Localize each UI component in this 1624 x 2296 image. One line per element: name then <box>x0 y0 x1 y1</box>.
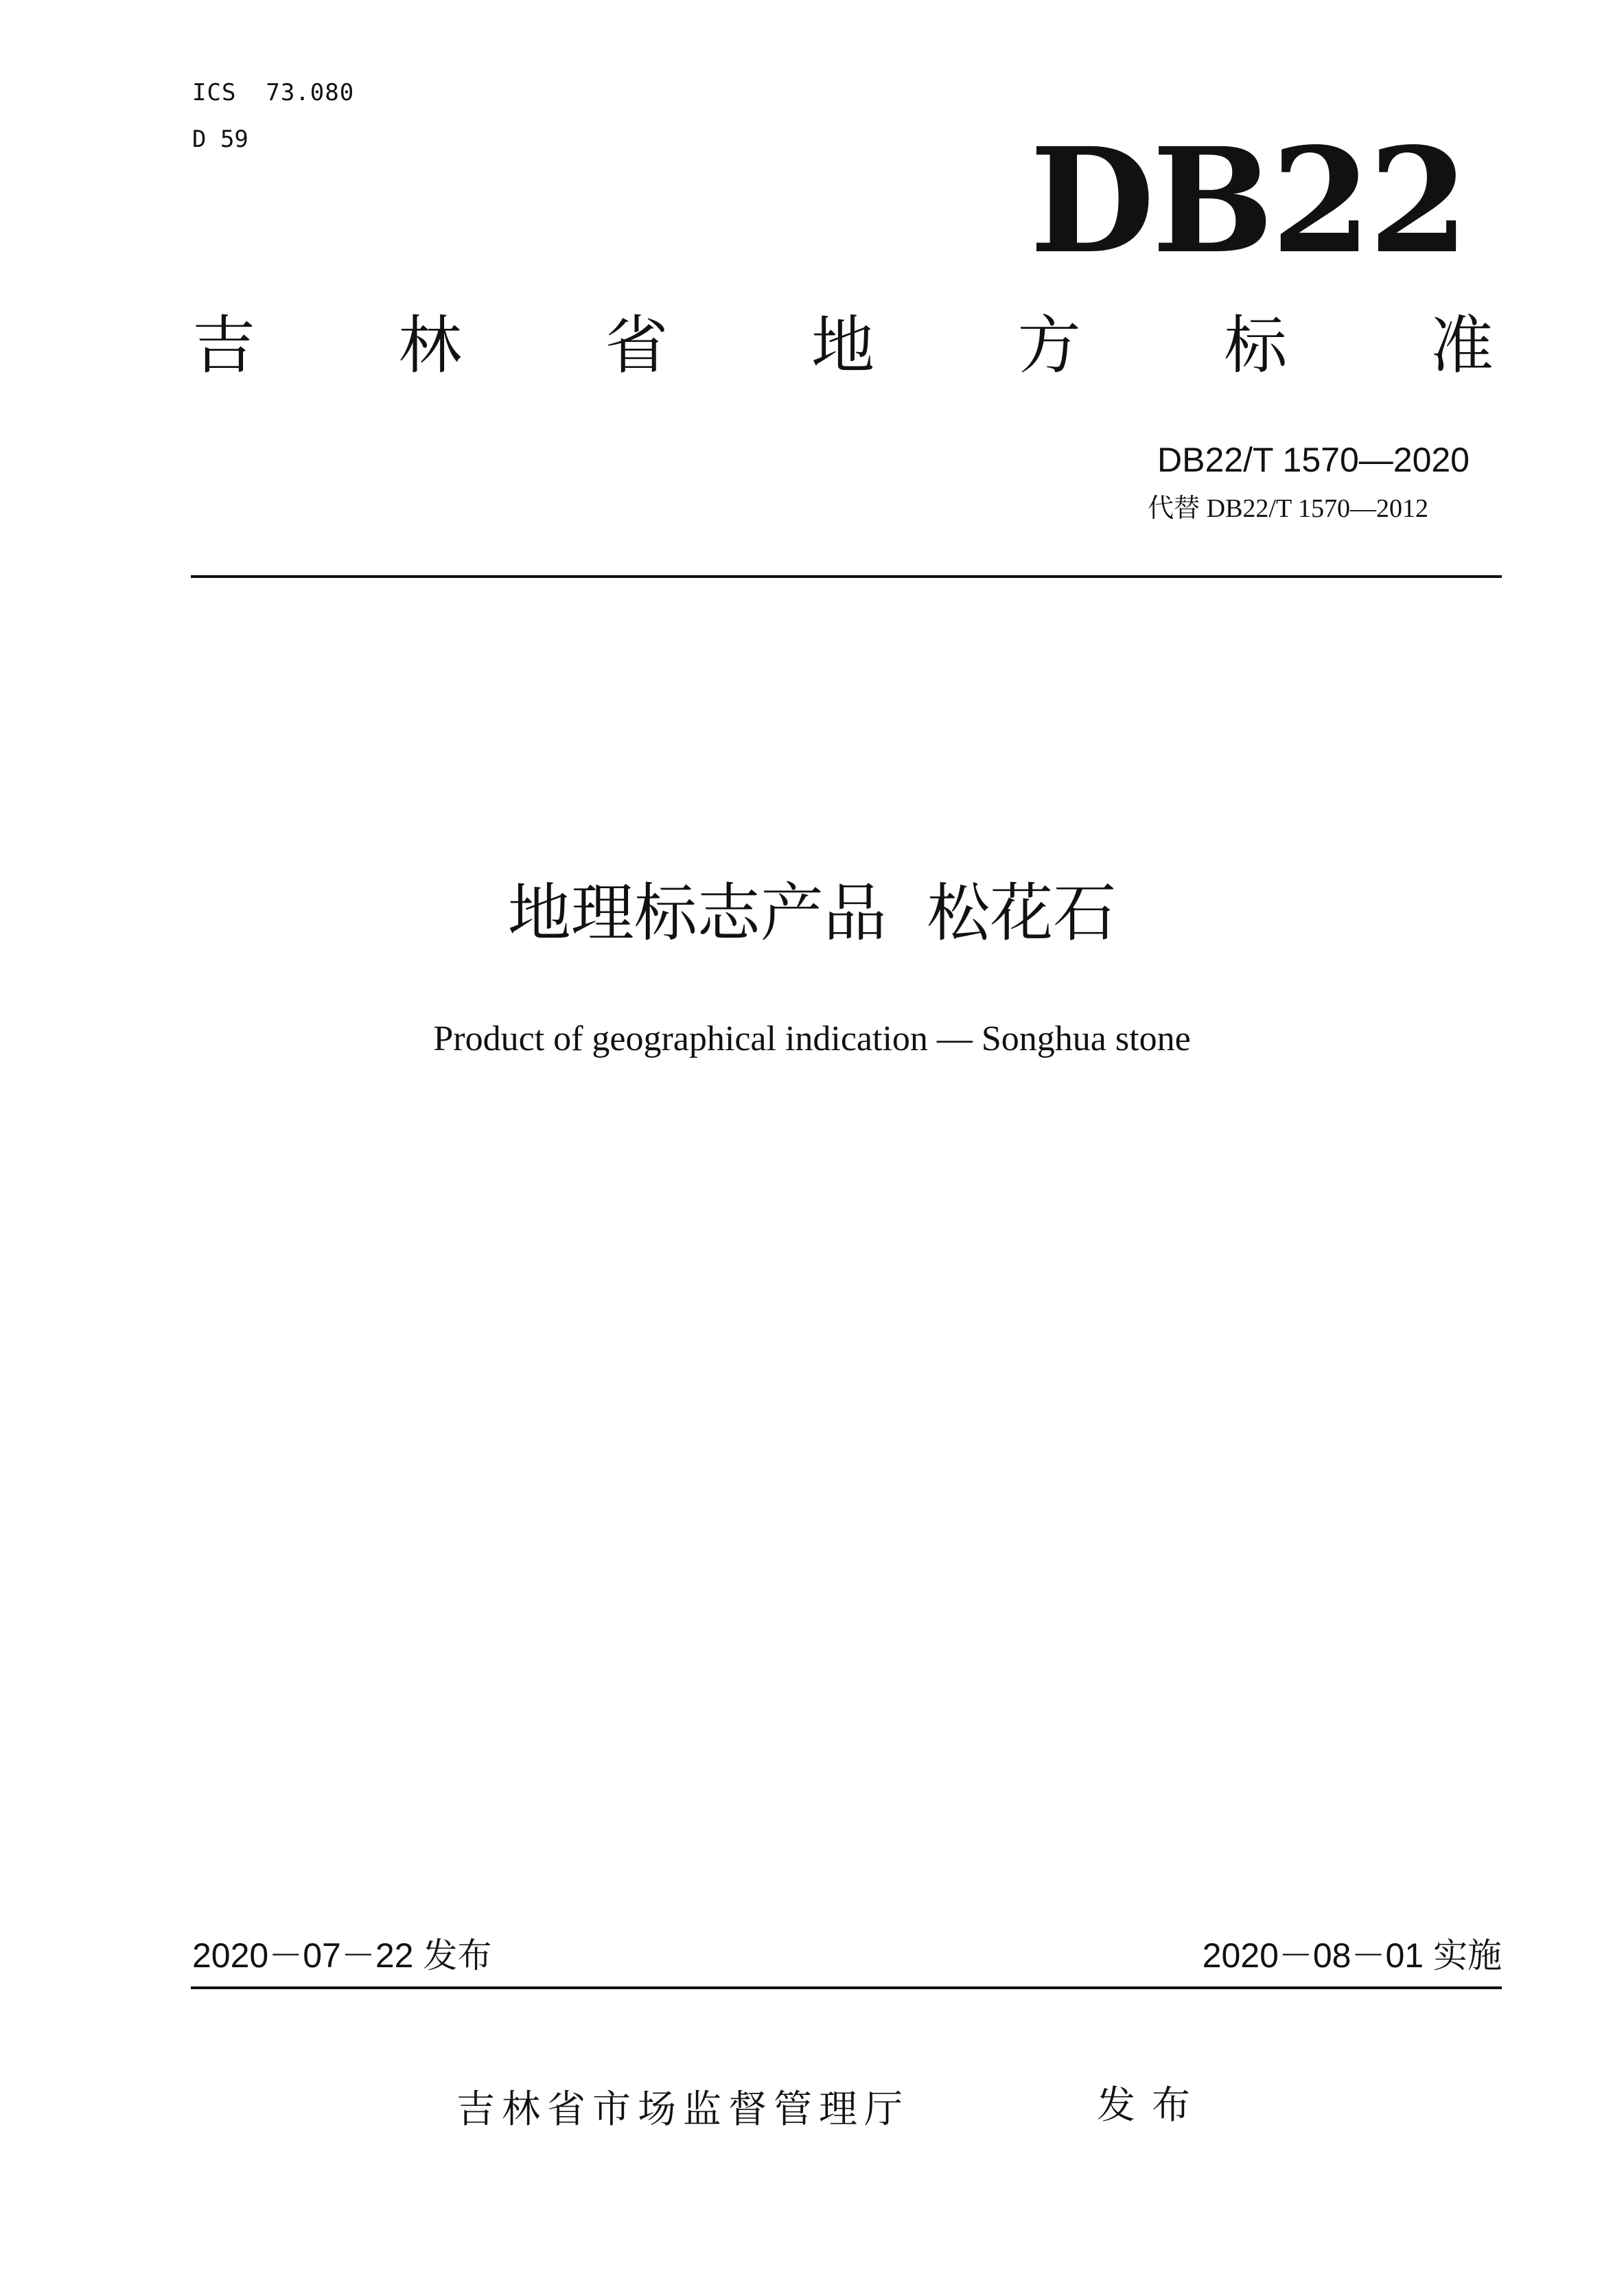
issue-label: 发布 <box>1097 2083 1207 2128</box>
standard-type-char: 方 <box>1017 309 1081 382</box>
title-english: Product of geographical indication — Songhua stone <box>433 1019 1191 1058</box>
bottom-divider <box>191 1986 1502 1989</box>
title-chinese: 地理标志产品 松花石 <box>507 877 1117 950</box>
classification-code: D 59 <box>192 126 248 153</box>
standard-type-char: 地 <box>811 309 874 382</box>
top-divider <box>191 575 1502 578</box>
standard-type-char: 吉 <box>192 309 256 382</box>
db22-logo: DB22 <box>1030 116 1466 286</box>
issuing-authority: 吉林省市场监督管理厅 <box>456 2087 909 2132</box>
standard-number: DB22/T 1570—2020 <box>1157 441 1470 479</box>
replaces-standard: 代替 DB22/T 1570—2012 <box>1148 494 1428 523</box>
publish-date: 2020－07－22 发布 <box>192 1936 492 1975</box>
ics-code: ICS 73.080 <box>192 79 355 106</box>
standard-type-char: 准 <box>1430 309 1494 382</box>
standard-type-char: 省 <box>605 309 669 382</box>
implementation-date: 2020－08－01 实施 <box>1202 1936 1502 1975</box>
standard-type-char: 标 <box>1224 309 1288 382</box>
standard-type-heading <box>192 309 1494 382</box>
standard-type-char: 林 <box>398 309 462 382</box>
